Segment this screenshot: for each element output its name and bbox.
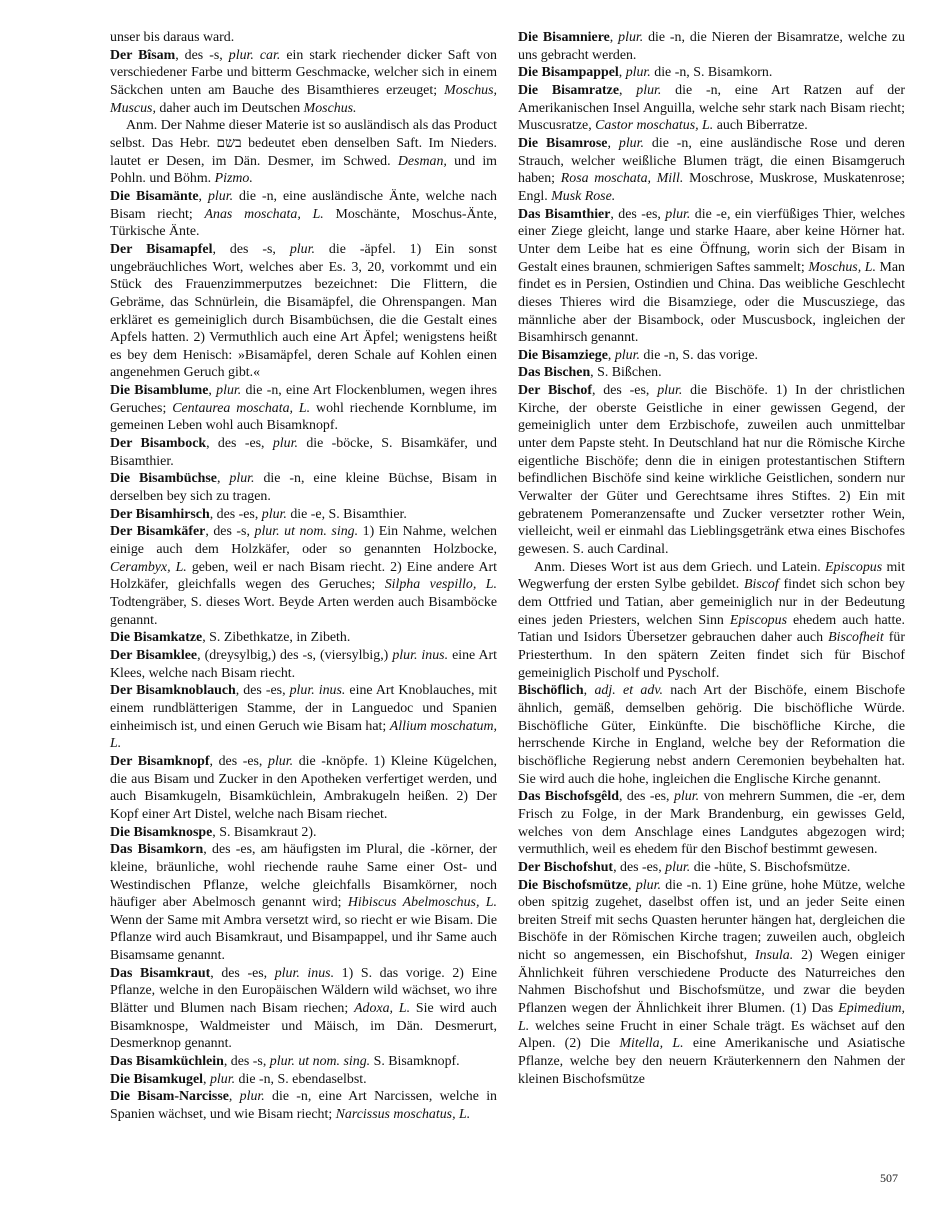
entry-text: Sie wird auch Bisamknospe, Waldmeister und Mäisch, im Dän. Desmerurt, Desmerknop genannt.: [110, 1001, 497, 1052]
headword: Bischöflich: [518, 683, 584, 699]
entry-text: , (dreysylbig,) des -s, (viersylbig,): [197, 647, 393, 663]
italic-text: plur.: [268, 753, 294, 769]
entry-text: eine Art Klees, welche nach Bisam riecht.: [110, 647, 497, 681]
headword: Das Bisamkorn: [110, 842, 204, 858]
italic-text: Rosa moschata, Mill.: [560, 171, 684, 187]
headword: Die Bisamblume: [110, 383, 209, 399]
entry-text: die -n, eine Art Ratzen auf der Amerikanischen Insel Anguilla, welche sehr stark nach Bisam riecht; Muscusratze,: [518, 82, 905, 134]
entry-text: Anm. Der Nahme dieser Materie ist so ausländisch als das Product selbst. Das Hebr. בשם bedeutet eben denselben Saft. Im Nieders. lautet er Desen, im Dän. Desmer, im Schwed.: [110, 118, 497, 169]
headword: Die Bisamratze: [518, 82, 619, 98]
headword: Die Bisamänte: [110, 188, 199, 204]
entry-text: , S. Bisamkraut 2).: [212, 824, 317, 840]
dictionary-entry: [518, 364, 905, 382]
headword: Die Bisamkatze: [110, 630, 203, 646]
headword: Die Bisamrose: [518, 135, 608, 151]
dictionary-entry: [110, 1071, 497, 1089]
entry-text: ,: [628, 877, 636, 893]
italic-text: plur.: [635, 877, 661, 893]
entry-text: die -n, S. ebendaselbst.: [235, 1071, 367, 1087]
page-number: 507: [880, 1171, 898, 1185]
italic-text: plur.: [665, 859, 691, 875]
entry-text: die -n, S. das vorige.: [639, 347, 758, 363]
italic-text: Moschus.: [303, 100, 357, 116]
entry-text: , des -es,: [618, 789, 674, 805]
entry-text: ,: [216, 471, 230, 487]
italic-text: plur. inus.: [392, 647, 449, 663]
headword: Die Bisambüchse: [110, 471, 217, 487]
italic-text: plur. inus.: [274, 965, 335, 981]
entry-text: die -n, die Nieren der Bisamratze, welche zu uns gebracht werden.: [518, 30, 905, 63]
entry-text: ,: [607, 347, 615, 363]
italic-text: plur.: [625, 65, 651, 81]
entry-text: , des -es,: [591, 383, 658, 399]
dictionary-entry: [110, 506, 497, 524]
entry-text: die -n, eine Art Narcissen, welche in Spanien wächset, und wie Bisam riecht;: [110, 1089, 498, 1123]
dictionary-entry: [518, 788, 905, 859]
italic-text: Mitella, L.: [619, 1036, 684, 1052]
entry-text: von mehrern Summen, die -er, dem Frisch zu Folge, in der Mark Brandenburg, ein gewisses Geld, welches von dem Anschlage eines Landgutes abgezogen wird; vermuthlich, weil es ehedem für den Bischof bestimmt gewesen.: [518, 789, 905, 858]
entry-text: ,: [583, 683, 595, 699]
dictionary-entry: [110, 47, 497, 118]
entry-text: die -knöpfe. 1) Kleine Kügelchen, die aus Bisam und Zucker in den Apotheken verfertiget werden, und auch Bisamkugeln, Bisamküchlein, Ambrakugeln heißen. 2) Der Kopf einer Art Distel, welche nach Bisam riechet.: [110, 753, 497, 822]
entry-text: die -hüte, S. Bischofsmütze.: [690, 859, 851, 875]
entry-text: ,: [203, 1071, 210, 1087]
dictionary-entry: [110, 29, 497, 47]
entry-text: , des -s,: [212, 241, 290, 257]
headword: Die Bisampappel: [518, 65, 619, 81]
entry-text: die -n, eine Art Flockenblumen, wegen ihres Geruches;: [110, 383, 498, 416]
dictionary-entry: [110, 470, 497, 505]
dictionary-entry: [518, 347, 905, 365]
entry-text: S. Bisamknopf.: [370, 1054, 460, 1070]
italic-text: plur. ut nom. sing.: [254, 524, 359, 540]
dictionary-entry: [110, 629, 497, 647]
headword: Der Bisamknoblauch: [110, 683, 236, 699]
entry-text: ehedem auch hatte. Tatian und Isidors Übersetzer gebrauchen daher auch: [518, 612, 905, 646]
italic-text: Cerambyx, L.: [110, 559, 187, 575]
entry-text: Anm. Dieses Wort ist aus dem Griech. und Latein.: [534, 559, 826, 575]
italic-text: Insula.: [755, 948, 794, 964]
entry-text: ,: [609, 30, 619, 45]
entry-text: mit Wegwerfung der ersten Sylbe gebildet.: [518, 559, 906, 593]
dictionary-entry: [110, 241, 497, 382]
italic-text: Episcopus: [825, 559, 883, 575]
entry-text: eine Art Knoblauches, mit einem rundblätterigen Stamme, der in Languedoc und Spanien einheimisch ist, und einen Geruch wie Bisam hat;: [110, 683, 497, 734]
italic-text: Allium moschatum, L.: [110, 718, 497, 752]
italic-text: Centaurea moschata, L.: [172, 400, 311, 416]
entry-text: Wenn der Same mit Ambra versetzt wird, so riecht er wie Bisam. Die Pflanze wird auch Bisamkraut, und Bisampappel, und ihr Same auch Bisamsame genannt.: [110, 912, 497, 964]
right-column: [518, 29, 905, 1088]
italic-text: Epimedium, L.: [518, 1001, 905, 1034]
headword: Der Bisamknopf: [110, 753, 210, 769]
italic-text: plur.: [229, 471, 255, 487]
entry-text: die -e, ein vierfüßiges Thier, welches einer Ziege gleicht, lange und starke Haare, aber keine Hörner hat. Unter dem Leibe hat es eine Öffnung, worin sich der Bisam in Gestalt eines braunen, schmierigen Saftes sammelt;: [518, 206, 906, 275]
entry-text: Moschänte, Moschus-Änte, Türkische Änte.: [110, 206, 497, 240]
entry-text: welches seine Frucht in einer Schale trägt. Es wächset auf den Alpen. (2) Die: [518, 1018, 905, 1052]
italic-text: plur.: [207, 188, 234, 204]
dictionary-entry: [518, 682, 905, 788]
dictionary-entry: [518, 859, 905, 877]
headword: Der Bisamkäfer: [110, 524, 206, 540]
entry-text: die -n, eine kleine Büchse, Bisam in derselben bey sich zu tragen.: [110, 471, 497, 505]
entry-text: , des -s,: [205, 524, 255, 540]
entry-text: die -n, eine ausländische Rose und deren Strauch, welcher weißliche Blumen trägt, die einen Bisamgeruch haben;: [518, 135, 905, 187]
entry-text: , S. Zibethkatze, in Zibeth.: [202, 630, 351, 646]
dictionary-entry: [518, 29, 905, 64]
dictionary-entry: [110, 382, 497, 435]
entry-text: , des -es, am häufigsten im Plural, die -körner, der kleine, bräunliche, wohl riechende rauhe Same einer Ost- und Westindischen Pflanze, welche gleichfalls Bisamkörner, noch häufiger aber Abelmosch genannt wird;: [110, 842, 497, 911]
italic-text: plur.: [618, 30, 644, 45]
entry-text: 1) Ein Nahme, welchen einige auch dem Holzkäfer, oder so genannten Holzbocke,: [110, 524, 497, 558]
entry-text: ,: [618, 65, 626, 81]
dictionary-entry: [110, 1088, 497, 1123]
italic-text: plur. ut nom. sing.: [269, 1054, 371, 1070]
dictionary-entry: [110, 682, 497, 753]
italic-text: Silpha vespillo, L.: [384, 577, 497, 593]
dictionary-entry: [518, 877, 905, 1089]
entry-text: 1) S. das vorige. 2) Eine Pflanze, welche in den Europäischen Wäldern wild wächset, wo ihre Blätter und Blumen nach Bisam riechen;: [110, 965, 497, 1017]
entry-text: für Priesterthum. In den spätern Zeiten findet sich für Bischof gemeiniglich Pischolf und Pyscholf.: [518, 630, 906, 681]
entry-text: , des -es,: [613, 859, 666, 875]
entry-text: ,: [618, 82, 637, 98]
italic-text: plur.: [216, 383, 242, 399]
entry-text: , des -es,: [610, 206, 666, 222]
headword: Das Bisamkraut: [110, 965, 211, 981]
italic-text: Desman,: [397, 153, 447, 169]
headword: Der Bisamapfel: [110, 241, 213, 257]
entry-text: wohl riechende Kornblume, im gemeinen Leben wohl auch Bisamknopf.: [110, 400, 497, 434]
entry-text: , des -es,: [206, 436, 273, 452]
italic-text: adj. et adv.: [594, 683, 663, 699]
dictionary-entry: [110, 523, 497, 629]
headword: Der Bîsam: [110, 47, 176, 63]
entry-text: ein stark riechender dicker Saft von verschiedener Farbe und bitterm Geschmacke, welcher sich in einem Säckchen unten am Bauche des Bisamthieres erzeuget;: [110, 47, 497, 98]
entry-text: ,: [198, 188, 208, 204]
entry-text: 2) Wegen einiger Ähnlichkeit führen verschiedene Producte des Naturreiches den Nahmen Bischofshut und Bischofsmütze, und zwar die beyden Pflanzen wegen der Ähnlichkeit ihrer Blumen. (1) Das: [518, 948, 905, 1017]
dictionary-entry: [518, 64, 905, 82]
headword: Das Bisamküchlein: [110, 1054, 224, 1070]
italic-text: Moschus, Muscus,: [110, 82, 497, 116]
headword: Der Bisamhirsch: [110, 506, 210, 522]
headword: Das Bischofsgêld: [518, 789, 619, 805]
entry-text: die -äpfel. 1) Ein sonst ungebräuchliches Wort, welches aber Es. 3, 20, vorkommt und ein Stück des Frauenzimmerputzes bezeichnet: Die Flittern, die Gebräme, das Schnürlein, die Bisamäpfel, die Ohrenspangen. Man erkläret es gemeiniglich durch Bisambüchsen, die die Gestalt eines Apfels hatten. 2) Vermuthlich auch eine Art Äpfel; wenigstens heißt es bey dem Henisch: »Bisamäpfel, deren Schale auf Kohlen einen angenehmen Geruch gibt.«: [110, 241, 497, 381]
entry-text: und im Pohln. und Böhm.: [110, 153, 497, 187]
entry-text: , des -es,: [235, 683, 290, 699]
entry-text: die -n, eine ausländische Änte, welche nach Bisam riecht;: [110, 188, 497, 222]
headword: Die Bisamknospe: [110, 824, 213, 840]
dictionary-entry: [110, 753, 497, 824]
headword: Der Bisambock: [110, 436, 207, 452]
headword: Das Bisamthier: [518, 206, 611, 222]
italic-text: plur.: [657, 383, 683, 399]
italic-text: Hibiscus Abelmoschus, L.: [347, 895, 497, 911]
italic-text: Adoxa, L.: [354, 1001, 411, 1017]
entry-text: geben, weil er nach Bisam riecht. 2) Eine andere Art Holzkäfer, gleichfalls wegen des Geruches;: [110, 559, 497, 593]
dictionary-entry: [110, 647, 497, 682]
headword: Das Bischen: [518, 365, 591, 381]
headword: Die Bisam-Narcisse: [110, 1089, 229, 1105]
dictionary-entry: [110, 841, 497, 965]
entry-text: daher auch im Deutschen: [155, 100, 304, 116]
italic-text: Musk Rose.: [551, 188, 616, 204]
entry-text: , des -es,: [209, 506, 262, 522]
italic-text: plur.: [673, 789, 700, 805]
entry-text: , S. Bißchen.: [590, 365, 662, 381]
dictionary-entry: [518, 82, 905, 135]
italic-text: plur.: [209, 1071, 236, 1087]
italic-text: Episcopus: [729, 612, 787, 628]
entry-text: die -n, S. Bisamkorn.: [650, 65, 773, 81]
dictionary-entry: [110, 1053, 497, 1071]
entry-text: unser bis daraus ward.: [110, 30, 235, 45]
dictionary-entry: [518, 382, 905, 559]
dictionary-entry: [110, 117, 497, 188]
italic-text: plur.: [272, 436, 298, 452]
italic-text: plur.: [618, 135, 644, 151]
dictionary-entry: [110, 824, 497, 842]
italic-text: Biscofheit: [828, 630, 884, 646]
entry-text: ,: [208, 383, 217, 399]
dictionary-entry: [110, 188, 497, 241]
italic-text: Pizmo.: [214, 171, 253, 187]
entry-text: die -böcke, S. Bisamkäfer, und Bisamthier.: [110, 436, 497, 469]
entry-text: Man findet es in Persien, Ostindien und China. Das weibliche Geschlecht dieses Thieres wird die Bisamziege, oder die Muscusziege, das männliche aber der Bisambock, oder Muscusbock, ingleichen der Bisamhirsch genannt.: [518, 259, 905, 346]
headword: Der Bischofshut: [518, 859, 614, 875]
italic-text: Moschus, L.: [808, 259, 876, 275]
entry-text: , des -s,: [175, 47, 229, 63]
entry-text: die -n. 1) Eine grüne, hohe Mütze, welche oben spitzig zugehet, daselbst offen ist, und an jeder Seite einen breiten Streif mit sechs Quasten herunter hängen hat, dergleichen die Bischöfe in der Römischen Kirche tragen; zuweilen auch, obgleich nicht so angemessen, ein Bischofshut,: [518, 877, 906, 964]
entry-text: die Bischöfe. 1) In der christlichen Kirche, der oberste Geistliche in einer gewissen Gegend, der gemeiniglich unter dem Erzbischofe, zuweilen auch unmittelbar unter dem Papste steht. In Deutschland hat nur die Römische Kirche eigentliche Bischöfe; denn die in einigen protestantischen Stiftern befindlichen Bischöfe sind keine wirkliche Geistlichen, sondern nur Verwalter der Güter und Gerechtsame ihres Stiftes. 2) Ein mit gebratenem Pomeranzensafte und Zucker versetzter rother Wein, vielleicht, weil er einmahl das Lieblingsgetränk etwa eines Bischofes gewesen. S. auch Cardinal.: [518, 383, 905, 558]
entry-text: Todtengräber, S. dieses Wort. Beyde Arten werden auch Bisamböcke genannt.: [110, 595, 497, 628]
dictionary-entry: [110, 965, 497, 1053]
italic-text: plur.: [289, 241, 315, 257]
headword: Die Bischofsmütze: [518, 877, 629, 893]
entry-text: findet sich schon bey dem Ottfried und Tatian, aber gemeiniglich nur in der Bedeutung eines jeden Priesters, welchen Sinn: [518, 577, 905, 628]
dictionary-entry: [518, 206, 905, 347]
entry-text: ,: [228, 1089, 240, 1105]
italic-text: plur.: [614, 347, 640, 363]
italic-text: plur.: [636, 82, 662, 98]
italic-text: Narcissus moschatus, L.: [335, 1107, 471, 1123]
headword: Die Bisamziege: [518, 347, 608, 363]
entry-text: , des -es,: [209, 753, 268, 769]
headword: Der Bisamklee: [110, 647, 198, 663]
entry-text: auch Biberratze.: [713, 118, 808, 134]
entry-text: nach Art der Bischöfe, einem Bischofe ähnlich, gemäß, demselben gehörig. Die bischöfliche Würde. Bischöfliche Güter, Einkünfte. Die bischöfliche Kirche, die herrschende Kirche in England, welche bey der Reformation die bischöfliche Regierung nebst andern Ceremonien beybehalten hat. Sie wird auch die hohe, ingleichen die Englische Kirche genannt.: [518, 683, 905, 787]
italic-text: plur. inus.: [289, 683, 346, 699]
dictionary-entry: [518, 559, 905, 683]
italic-text: plur. car.: [228, 47, 281, 63]
headword: Der Bischof: [518, 383, 592, 399]
italic-text: plur.: [665, 206, 691, 222]
dictionary-entry: [518, 135, 905, 206]
italic-text: Castor moschatus, L.: [595, 118, 714, 134]
entry-text: die -e, S. Bisamthier.: [286, 506, 407, 522]
left-column: [110, 29, 497, 1124]
dictionary-entry: [110, 435, 497, 470]
italic-text: Biscof: [743, 577, 779, 593]
entry-text: , des -s,: [223, 1054, 270, 1070]
headword: Die Bisamniere: [518, 30, 610, 45]
italic-text: Anas moschata, L.: [204, 206, 324, 222]
entry-text: , des -es,: [210, 965, 275, 981]
entry-text: ,: [607, 135, 619, 151]
italic-text: plur.: [261, 506, 287, 522]
italic-text: plur.: [239, 1089, 265, 1105]
entry-text: Moschrose, Muskrose, Muskatenrose; Engl.: [518, 171, 905, 204]
headword: Die Bisamkugel: [110, 1071, 203, 1087]
entry-text: eine Amerikanische und Asiatische Pflanze, welche bey den neuern Kräuterkennern den Nahmen der kleinen Bischofsmütze: [518, 1036, 905, 1087]
